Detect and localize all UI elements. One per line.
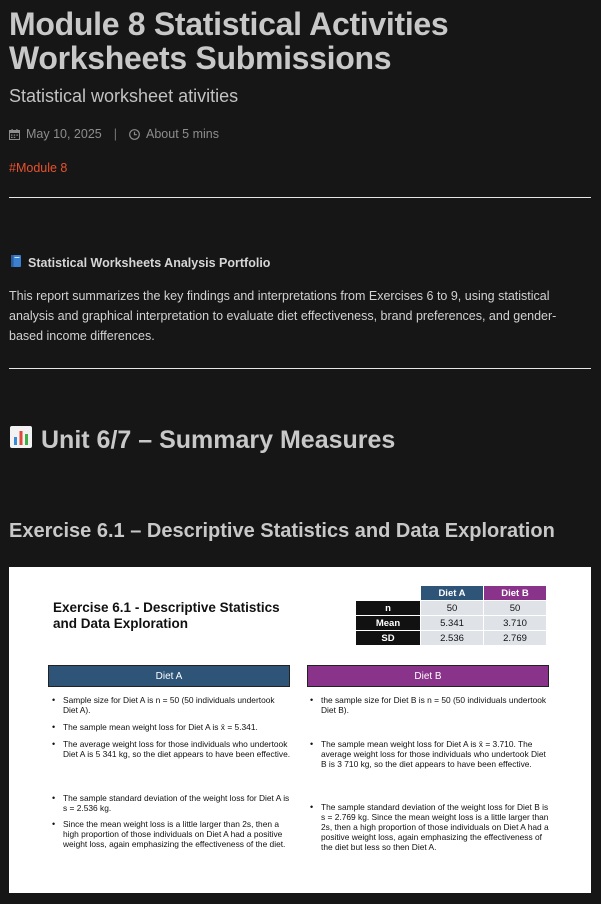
title-line-1: Module 8 Statistical Activities [9,6,449,42]
diet-a-bullet: • The sample mean weight loss for Diet A is x̄ = 5.341. [51,722,291,732]
exercise-slide-image [9,567,591,893]
tag-link[interactable]: #Module 8 [9,161,68,175]
stats-row-label: n [356,601,421,616]
diet-b-bullet: • the sample size for Diet B is n = 50 (50 individuals undertook Diet B). [309,695,549,715]
diet-a-bullet: • Sample size for Diet A is n = 50 (50 individuals undertook Diet A). [51,695,291,715]
stats-row-label: SD [356,631,421,646]
stats-header-diet-a: Diet A [421,586,484,601]
stats-row [356,601,547,616]
unit-heading [9,425,395,456]
diet-a-header: Diet A [48,665,290,687]
divider [9,197,591,198]
calendar-icon [9,127,20,141]
slide-title [53,600,313,632]
intro-paragraph: This report summarizes the key findings and interpretations from Exercises 6 to 9, using statistical analysis and graphical interpretation to evaluate diet effectiveness, brand preferences, and gender-based income differences. [9,289,557,343]
article-meta [9,127,219,141]
exercise-heading: Exercise 6.1 – Descriptive Statistics and Data Exploration [9,520,555,542]
stats-cell: 50 [421,601,484,616]
stats-row-label: Mean [356,616,421,631]
diet-a-bullet: • The average weight loss for those individuals who undertook Diet A is 5 341 kg, so the diet appears to have been effective. [51,739,291,759]
meta-separator: | [113,127,117,141]
slide-title-line-1: Exercise 6.1 - Descriptive Statistics [53,600,280,615]
clock-icon [129,127,140,141]
stats-row [356,631,547,646]
diet-b-bullet: • The sample standard deviation of the weight loss for Diet B is s = 2.769 kg. Since the mean weight loss is a little larger than 2s, then a high proportion of those individuals on Diet A had a positive weight loss, again emphasizing the effectiveness of the diet but less so then Diet A. [309,802,549,852]
stats-corner [356,586,421,601]
diet-b-header: Diet B [307,665,549,687]
publish-date: May 10, 2025 [26,127,102,141]
diet-a-bullet: • Since the mean weight loss is a little larger than 2s, then a high proportion of those individuals on Diet A had a positive weight loss, again emphasizing the effectiveness of the diet. [51,819,291,849]
stats-table [355,585,547,646]
book-icon [9,254,23,271]
portfolio-heading-text: Statistical Worksheets Analysis Portfolio [28,255,271,270]
stats-header-diet-b: Diet B [484,586,547,601]
slide-title-line-2: and Data Exploration [53,616,189,631]
unit-heading-text: Unit 6/7 – Summary Measures [41,426,396,454]
stats-cell: 2.769 [484,631,547,646]
stats-cell: 3.710 [484,616,547,631]
stats-cell: 2.536 [421,631,484,646]
diet-a-bullet: • The sample standard deviation of the weight loss for Diet A is s = 2.536 kg. [51,793,291,813]
stats-row [356,616,547,631]
stats-cell: 50 [484,601,547,616]
stats-header-row [356,586,547,601]
stats-cell: 5.341 [421,616,484,631]
page-title [9,7,448,75]
page-subtitle: Statistical worksheet ativities [9,86,239,106]
portfolio-heading [9,254,270,271]
title-line-2: Worksheets Submissions [9,40,392,76]
diet-b-bullet: • The sample mean weight loss for Diet A is x̄ = 3.710. The average weight loss for those individuals who undertook Diet B is 3 710 kg, so the diet appears to have been effective. [309,739,549,769]
read-time: About 5 mins [146,127,219,141]
bar-chart-icon [9,425,33,456]
divider [9,368,591,369]
